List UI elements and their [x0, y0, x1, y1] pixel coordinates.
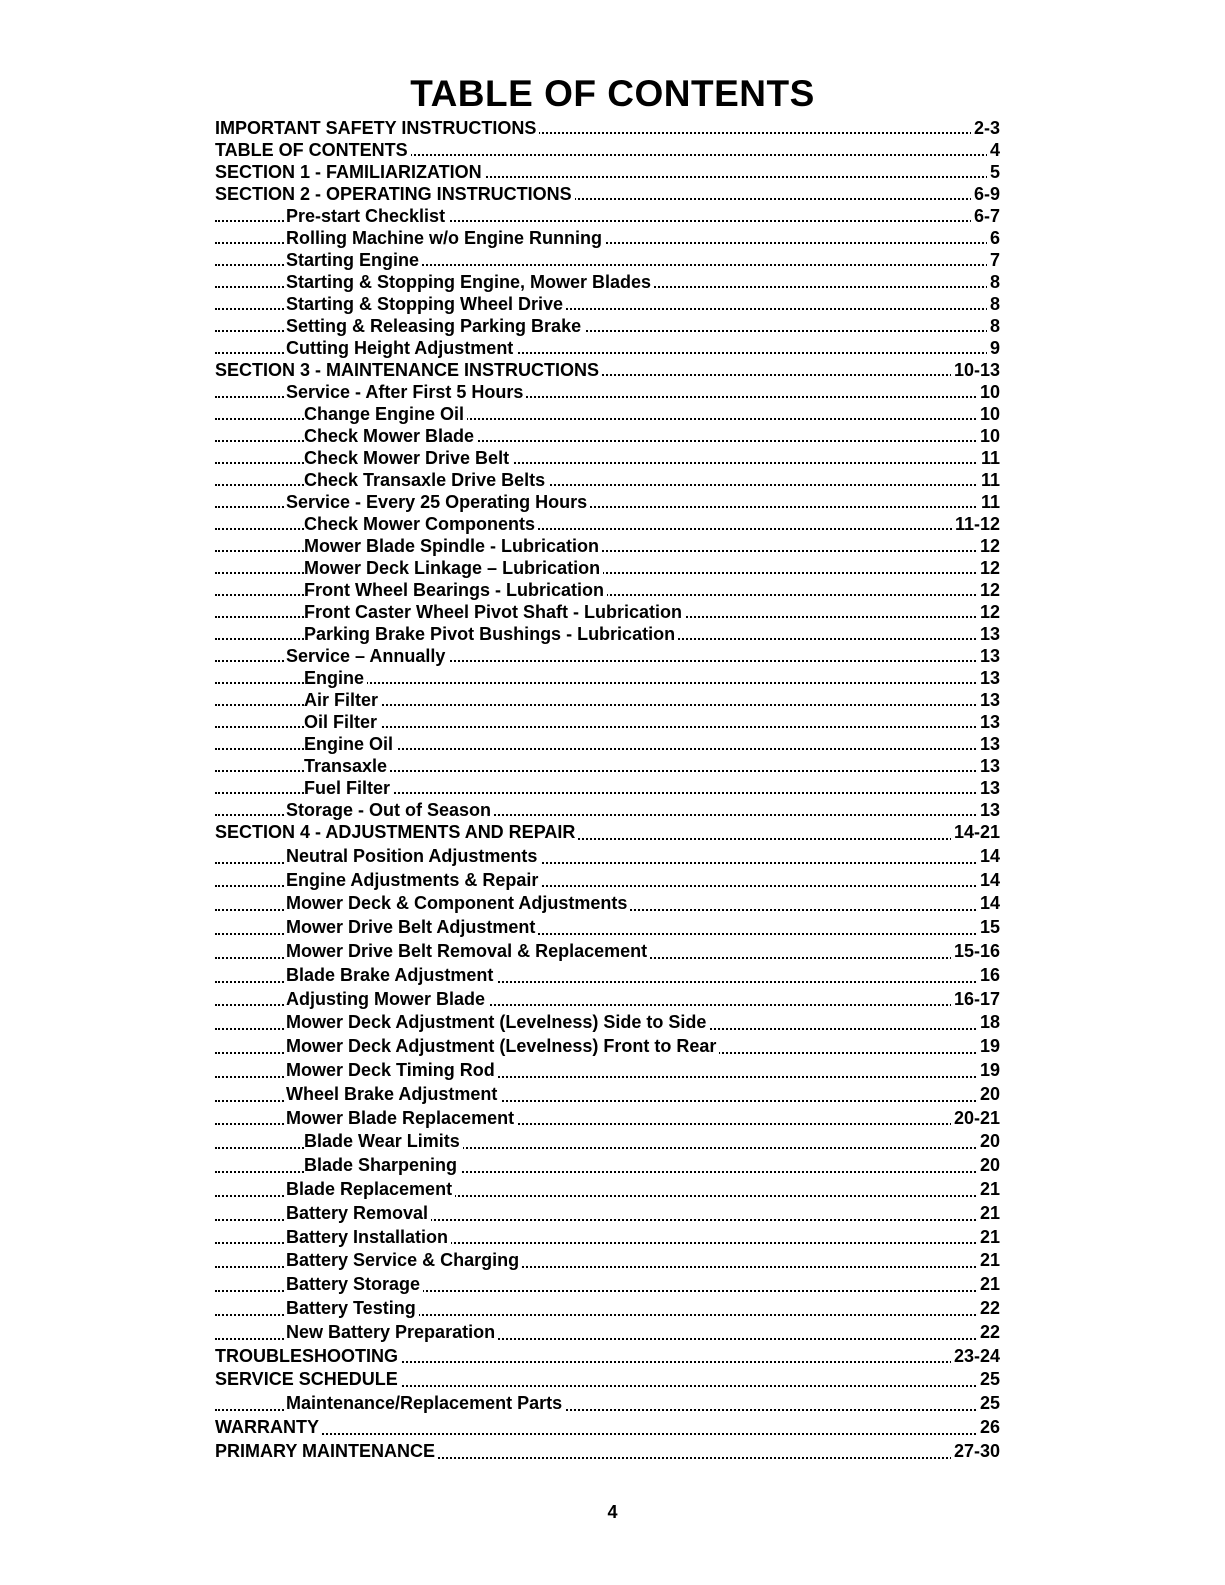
toc-entry-page: 11 — [978, 469, 1000, 491]
toc-entry-text — [286, 1321, 1000, 1345]
toc-entry-title: Engine Oil — [304, 734, 396, 754]
toc-entry-title: Battery Removal — [286, 1203, 431, 1223]
toc-entry-page: 16-17 — [951, 988, 1000, 1012]
toc-entry-text — [304, 601, 1000, 623]
toc-entry-page: 4 — [987, 139, 1000, 161]
toc-entry-text — [286, 1273, 1000, 1297]
toc-entry-title: Mower Deck Adjustment (Levelness) Front to Rear — [286, 1036, 719, 1056]
toc-entry-page: 13 — [977, 623, 1000, 645]
toc-entry-text — [286, 249, 1000, 271]
toc-entry-text — [286, 1249, 1000, 1273]
toc-entry — [215, 403, 1000, 425]
toc-entry-page: 12 — [977, 579, 1000, 601]
toc-entry-title: Engine — [304, 668, 367, 688]
toc-entry — [215, 557, 1000, 579]
toc-entry-title: Check Mower Blade — [304, 426, 477, 446]
toc-entry — [215, 892, 1000, 916]
toc-entry-text — [304, 403, 1000, 425]
toc-entry-page: 14 — [977, 869, 1000, 893]
toc-entry-title: Front Wheel Bearings - Lubrication — [304, 580, 607, 600]
toc-entry-title: Maintenance/Replacement Parts — [286, 1393, 565, 1413]
toc-entry-page: 10 — [977, 381, 1000, 403]
toc-entry-text — [286, 1202, 1000, 1226]
toc-entry-text — [286, 988, 1000, 1012]
toc-entry-text — [286, 1392, 1000, 1416]
toc-entry-text — [304, 579, 1000, 601]
toc-entry-text — [286, 1011, 1000, 1035]
toc-entry-text — [304, 1130, 1000, 1154]
toc-entry-page: 23-24 — [951, 1345, 1000, 1369]
toc-entry-title: Service - After First 5 Hours — [286, 382, 526, 402]
page-number: 4 — [607, 1502, 618, 1522]
toc-entry-page: 14-21 — [951, 821, 1000, 845]
toc-entry-title: Battery Installation — [286, 1227, 451, 1247]
toc-entry-page: 21 — [977, 1226, 1000, 1250]
toc-entry-text — [286, 845, 1000, 869]
toc-entry-page: 15 — [977, 916, 1000, 940]
toc-entry-title: Fuel Filter — [304, 778, 393, 798]
toc-entry-page: 22 — [977, 1297, 1000, 1321]
toc-entry — [215, 1059, 1000, 1083]
toc-entry-text — [286, 271, 1000, 293]
toc-entry — [215, 821, 1000, 845]
toc-entry — [215, 1202, 1000, 1226]
toc-entry-text — [286, 1178, 1000, 1202]
toc-entry-text — [304, 667, 1000, 689]
toc-entry-title: Pre-start Checklist — [286, 206, 448, 226]
toc-entry-title: SECTION 3 - MAINTENANCE INSTRUCTIONS — [215, 360, 602, 380]
toc-entry-page: 15-16 — [951, 940, 1000, 964]
toc-entry-text — [304, 1154, 1000, 1178]
toc-entry-text — [286, 1035, 1000, 1059]
toc-entry — [215, 1392, 1000, 1416]
toc-entry — [215, 227, 1000, 249]
toc-entry-title: Mower Blade Spindle - Lubrication — [304, 536, 602, 556]
toc-entry-title: Oil Filter — [304, 712, 380, 732]
toc-entry — [215, 1368, 1000, 1392]
toc-entry-title: Mower Deck & Component Adjustments — [286, 893, 630, 913]
toc-entry-title: TROUBLESHOOTING — [215, 1346, 401, 1366]
toc-entry — [215, 964, 1000, 988]
toc-entry-page: 14 — [977, 845, 1000, 869]
toc-entry-title: SECTION 1 - FAMILIARIZATION — [215, 162, 485, 182]
toc-entry-text — [286, 892, 1000, 916]
toc-entry-title: Blade Sharpening — [304, 1155, 460, 1175]
toc-entry-title: Mower Deck Linkage – Lubrication — [304, 558, 603, 578]
toc-entry-text — [304, 733, 1000, 755]
toc-entry-page: 18 — [977, 1011, 1000, 1035]
toc-entry-title: Blade Wear Limits — [304, 1131, 463, 1151]
toc-entry-text — [304, 711, 1000, 733]
toc-entry-title: Cutting Height Adjustment — [286, 338, 516, 358]
toc-entry-title: Battery Storage — [286, 1274, 423, 1294]
toc-entry-title: SECTION 4 - ADJUSTMENTS AND REPAIR — [215, 822, 578, 842]
toc-entry-page: 12 — [977, 601, 1000, 623]
toc-entry — [215, 1107, 1000, 1131]
toc-entry-text — [215, 117, 1000, 139]
toc-entry-text — [286, 869, 1000, 893]
toc-entry — [215, 988, 1000, 1012]
toc-entry — [215, 601, 1000, 623]
toc-entry-title: TABLE OF CONTENTS — [215, 140, 411, 160]
toc-entry — [215, 869, 1000, 893]
toc-entry-text — [286, 940, 1000, 964]
toc-entry-text — [286, 381, 1000, 403]
toc-entry-text — [215, 161, 1000, 183]
toc-entry — [215, 1154, 1000, 1178]
toc-entry-page: 13 — [977, 689, 1000, 711]
toc-entry-title: PRIMARY MAINTENANCE — [215, 1441, 438, 1461]
toc-entry-page: 20-21 — [951, 1107, 1000, 1131]
toc-entry-text — [215, 1416, 1000, 1440]
toc-entry-page: 26 — [977, 1416, 1000, 1440]
toc-entry-title: Mower Blade Replacement — [286, 1108, 517, 1128]
toc-entry-title: Neutral Position Adjustments — [286, 846, 540, 866]
toc-entry — [215, 733, 1000, 755]
table-of-contents — [215, 117, 1000, 1464]
toc-entry-text — [304, 469, 1000, 491]
toc-entry-page: 20 — [977, 1130, 1000, 1154]
toc-entry-title: Starting & Stopping Wheel Drive — [286, 294, 566, 314]
toc-entry — [215, 1416, 1000, 1440]
toc-entry-page: 6 — [987, 227, 1000, 249]
toc-entry-page: 11 — [978, 491, 1000, 513]
toc-entry-page: 5 — [987, 161, 1000, 183]
toc-entry-page: 13 — [977, 711, 1000, 733]
toc-entry-title: Wheel Brake Adjustment — [286, 1084, 500, 1104]
toc-entry-text — [286, 916, 1000, 940]
toc-entry — [215, 469, 1000, 491]
toc-entry — [215, 513, 1000, 535]
toc-entry-text — [286, 645, 1000, 667]
toc-entry — [215, 293, 1000, 315]
toc-entry-title: New Battery Preparation — [286, 1322, 498, 1342]
toc-entry — [215, 689, 1000, 711]
toc-entry-title: Check Mower Components — [304, 514, 538, 534]
toc-entry-title: Front Caster Wheel Pivot Shaft - Lubrication — [304, 602, 685, 622]
toc-entry-page: 6-9 — [971, 183, 1000, 205]
toc-entry-title: Mower Deck Timing Rod — [286, 1060, 498, 1080]
toc-entry-page: 10 — [977, 403, 1000, 425]
toc-entry-text — [286, 799, 1000, 821]
toc-entry-title: Mower Drive Belt Adjustment — [286, 917, 538, 937]
toc-entry-text — [215, 359, 1000, 381]
toc-entry — [215, 337, 1000, 359]
toc-entry-page: 21 — [977, 1202, 1000, 1226]
toc-entry-page: 9 — [987, 337, 1000, 359]
toc-entry-title: IMPORTANT SAFETY INSTRUCTIONS — [215, 118, 539, 138]
toc-entry — [215, 711, 1000, 733]
toc-entry-page: 13 — [977, 667, 1000, 689]
toc-entry — [215, 1130, 1000, 1154]
toc-entry — [215, 623, 1000, 645]
toc-entry-title: Starting & Stopping Engine, Mower Blades — [286, 272, 654, 292]
toc-entry — [215, 755, 1000, 777]
toc-entry-text — [215, 1440, 1000, 1464]
toc-entry-text — [286, 315, 1000, 337]
toc-entry-page: 8 — [987, 315, 1000, 337]
toc-entry-page: 8 — [987, 293, 1000, 315]
toc-entry-page: 21 — [977, 1249, 1000, 1273]
toc-entry-text — [304, 689, 1000, 711]
toc-entry-page: 27-30 — [951, 1440, 1000, 1464]
toc-entry — [215, 940, 1000, 964]
toc-entry-title: SERVICE SCHEDULE — [215, 1369, 401, 1389]
toc-entry-text — [215, 1345, 1000, 1369]
toc-entry-title: Battery Testing — [286, 1298, 419, 1318]
toc-entry-title: Setting & Releasing Parking Brake — [286, 316, 584, 336]
toc-entry-text — [304, 557, 1000, 579]
toc-entry-title: Service – Annually — [286, 646, 448, 666]
toc-entry — [215, 1321, 1000, 1345]
toc-entry — [215, 205, 1000, 227]
toc-entry — [215, 1178, 1000, 1202]
toc-entry — [215, 491, 1000, 513]
toc-entry-page: 19 — [977, 1035, 1000, 1059]
toc-entry — [215, 645, 1000, 667]
toc-entry-title: SECTION 2 - OPERATING INSTRUCTIONS — [215, 184, 575, 204]
toc-entry — [215, 447, 1000, 469]
toc-entry-page: 10 — [977, 425, 1000, 447]
toc-entry-page: 13 — [977, 777, 1000, 799]
toc-entry — [215, 249, 1000, 271]
toc-entry-page: 21 — [977, 1178, 1000, 1202]
toc-entry-page: 19 — [977, 1059, 1000, 1083]
toc-entry-page: 11-12 — [952, 513, 1000, 535]
toc-entry — [215, 425, 1000, 447]
toc-entry-page: 11 — [978, 447, 1000, 469]
toc-entry-title: Transaxle — [304, 756, 390, 776]
toc-entry-page: 13 — [977, 799, 1000, 821]
toc-entry-title: Air Filter — [304, 690, 381, 710]
toc-entry-title: Adjusting Mower Blade — [286, 989, 488, 1009]
toc-entry-text — [286, 1059, 1000, 1083]
toc-entry — [215, 1011, 1000, 1035]
toc-entry-page: 7 — [987, 249, 1000, 271]
toc-entry-page: 12 — [977, 535, 1000, 557]
toc-entry — [215, 1345, 1000, 1369]
toc-entry-page: 10-13 — [951, 359, 1000, 381]
toc-entry — [215, 1226, 1000, 1250]
toc-entry-text — [286, 1083, 1000, 1107]
toc-entry-title: Blade Brake Adjustment — [286, 965, 496, 985]
toc-entry — [215, 117, 1000, 139]
toc-entry — [215, 1083, 1000, 1107]
toc-entry-title: Rolling Machine w/o Engine Running — [286, 228, 605, 248]
toc-entry — [215, 579, 1000, 601]
toc-entry — [215, 183, 1000, 205]
toc-entry-page: 12 — [977, 557, 1000, 579]
toc-entry — [215, 1297, 1000, 1321]
toc-entry — [215, 359, 1000, 381]
toc-entry-text — [304, 535, 1000, 557]
toc-entry-text — [304, 777, 1000, 799]
toc-entry — [215, 667, 1000, 689]
toc-entry — [215, 1249, 1000, 1273]
toc-entry — [215, 271, 1000, 293]
toc-entry-title: Parking Brake Pivot Bushings - Lubrication — [304, 624, 678, 644]
toc-entry-title: Service - Every 25 Operating Hours — [286, 492, 590, 512]
toc-entry-text — [286, 1107, 1000, 1131]
toc-entry-page: 14 — [977, 892, 1000, 916]
toc-entry — [215, 1273, 1000, 1297]
toc-entry — [215, 381, 1000, 403]
toc-entry-text — [286, 1297, 1000, 1321]
toc-entry-text — [304, 623, 1000, 645]
toc-entry-text — [286, 293, 1000, 315]
toc-entry-page: 16 — [977, 964, 1000, 988]
toc-entry-text — [215, 1368, 1000, 1392]
toc-entry — [215, 161, 1000, 183]
toc-entry-title: Change Engine Oil — [304, 404, 467, 424]
toc-entry-title: Storage - Out of Season — [286, 800, 494, 820]
toc-entry-text — [286, 205, 1000, 227]
toc-entry-page: 22 — [977, 1321, 1000, 1345]
toc-entry-title: WARRANTY — [215, 1417, 322, 1437]
toc-entry-text — [304, 447, 1000, 469]
toc-entry-page: 21 — [977, 1273, 1000, 1297]
toc-entry-title: Mower Deck Adjustment (Levelness) Side to Side — [286, 1012, 709, 1032]
toc-entry-title: Engine Adjustments & Repair — [286, 870, 541, 890]
toc-entry-page: 2-3 — [971, 117, 1000, 139]
toc-entry-page: 25 — [977, 1392, 1000, 1416]
toc-entry-text — [286, 227, 1000, 249]
toc-entry-page: 13 — [977, 645, 1000, 667]
toc-entry-page: 25 — [977, 1368, 1000, 1392]
toc-entry — [215, 1440, 1000, 1464]
toc-entry — [215, 1035, 1000, 1059]
page-title: TABLE OF CONTENTS — [410, 73, 815, 114]
toc-dot-leader — [215, 1433, 1000, 1435]
toc-entry-title: Starting Engine — [286, 250, 422, 270]
toc-entry-title: Battery Service & Charging — [286, 1250, 522, 1270]
toc-entry-text — [286, 491, 1000, 513]
toc-entry-title: Mower Drive Belt Removal & Replacement — [286, 941, 650, 961]
toc-entry — [215, 777, 1000, 799]
toc-entry — [215, 845, 1000, 869]
toc-entry-title: Check Transaxle Drive Belts — [304, 470, 548, 490]
toc-entry — [215, 139, 1000, 161]
toc-entry — [215, 799, 1000, 821]
toc-entry-page: 20 — [977, 1083, 1000, 1107]
toc-entry-page: 13 — [977, 755, 1000, 777]
toc-entry-text — [286, 1226, 1000, 1250]
toc-entry-title: Check Mower Drive Belt — [304, 448, 512, 468]
toc-entry-text — [215, 821, 1000, 845]
toc-entry-text — [215, 183, 1000, 205]
toc-entry — [215, 315, 1000, 337]
toc-entry-text — [304, 755, 1000, 777]
toc-entry-text — [215, 139, 1000, 161]
toc-entry-page: 20 — [977, 1154, 1000, 1178]
toc-entry-title: Blade Replacement — [286, 1179, 455, 1199]
toc-entry — [215, 535, 1000, 557]
toc-entry-text — [286, 337, 1000, 359]
toc-entry-text — [304, 513, 1000, 535]
toc-entry-page: 13 — [977, 733, 1000, 755]
toc-entry-text — [304, 425, 1000, 447]
toc-entry-page: 8 — [987, 271, 1000, 293]
toc-entry-page: 6-7 — [971, 205, 1000, 227]
toc-entry — [215, 916, 1000, 940]
toc-entry-text — [286, 964, 1000, 988]
